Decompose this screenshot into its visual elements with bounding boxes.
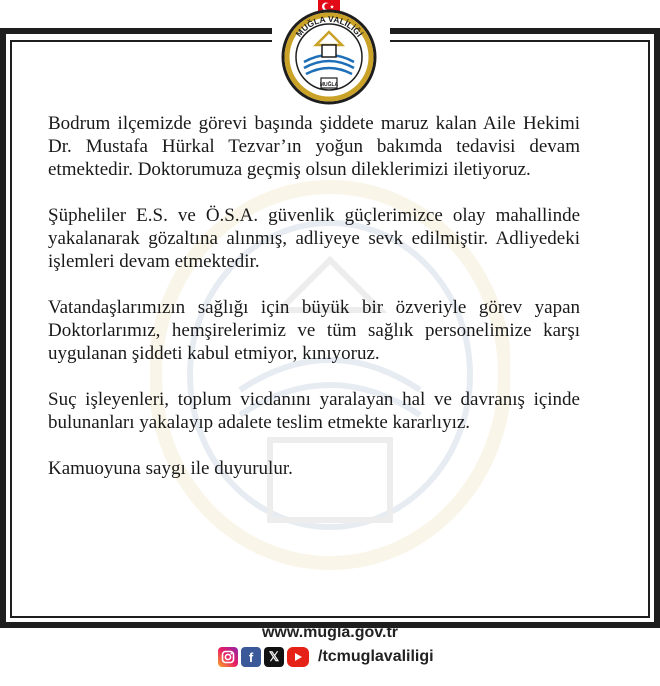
youtube-icon[interactable]: [287, 647, 309, 667]
paragraph-2: Şüpheliler E.S. ve Ö.S.A. güvenlik güçlerimizce olay mahallinde yakalanarak gözaltına alınmış, adliyeye sevk edilmiştir. Adliyedeki işlemleri devam etmektedir.: [48, 205, 580, 272]
instagram-icon[interactable]: [218, 647, 238, 667]
seal-inner-text: MUĞLA: [319, 82, 339, 88]
social-row: [218, 646, 434, 668]
website-url[interactable]: www.mugla.gov.tr: [261, 624, 398, 641]
paragraph-3: Vatandaşlarımızın sağlığı için büyük bir özveriyle görev yapan Doktorlarımız, hemşirelerimiz ve tüm sağlık personelimize karşı uygulanan şiddeti kabul etmiyor, kınıyoruz.: [48, 297, 580, 364]
x-icon[interactable]: 𝕏: [264, 647, 284, 667]
frame-right: [654, 28, 660, 628]
frame-inner-bottom: [10, 616, 650, 618]
frame-inner-left: [10, 40, 12, 618]
frame-inner-right: [648, 40, 650, 618]
announcement-body: [48, 112, 580, 503]
frame-top-right: [390, 28, 660, 34]
paragraph-1: Bodrum ilçemizde görevi başında şiddete maruz kalan Aile Hekimi Dr. Mustafa Hürkal Tezvar’ın yoğun bakımda tedavisi devam etmektedir. Doktorumuza geçmiş olsun dileklerimizi iletiyoruz.: [48, 113, 580, 180]
paragraph-4: Suç işleyenleri, toplum vicdanını yaralayan hal ve davranış içinde bulunanları yakalayıp adalete teslim etmekte kararlıyız.: [48, 389, 580, 433]
seal-ring-text: MUĞLA VALİLİĞİ: [293, 13, 365, 39]
paragraph-5: Kamuoyuna saygı ile duyurulur.: [48, 458, 293, 479]
frame-inner-top-left: [10, 40, 272, 42]
facebook-icon[interactable]: f: [241, 647, 261, 667]
mugla-valiligi-seal: [276, 0, 382, 106]
frame-inner-top-right: [390, 40, 650, 42]
frame-top-left: [0, 28, 272, 34]
social-handle[interactable]: /tcmuglavaliligi: [318, 648, 434, 665]
frame-left: [0, 28, 6, 628]
